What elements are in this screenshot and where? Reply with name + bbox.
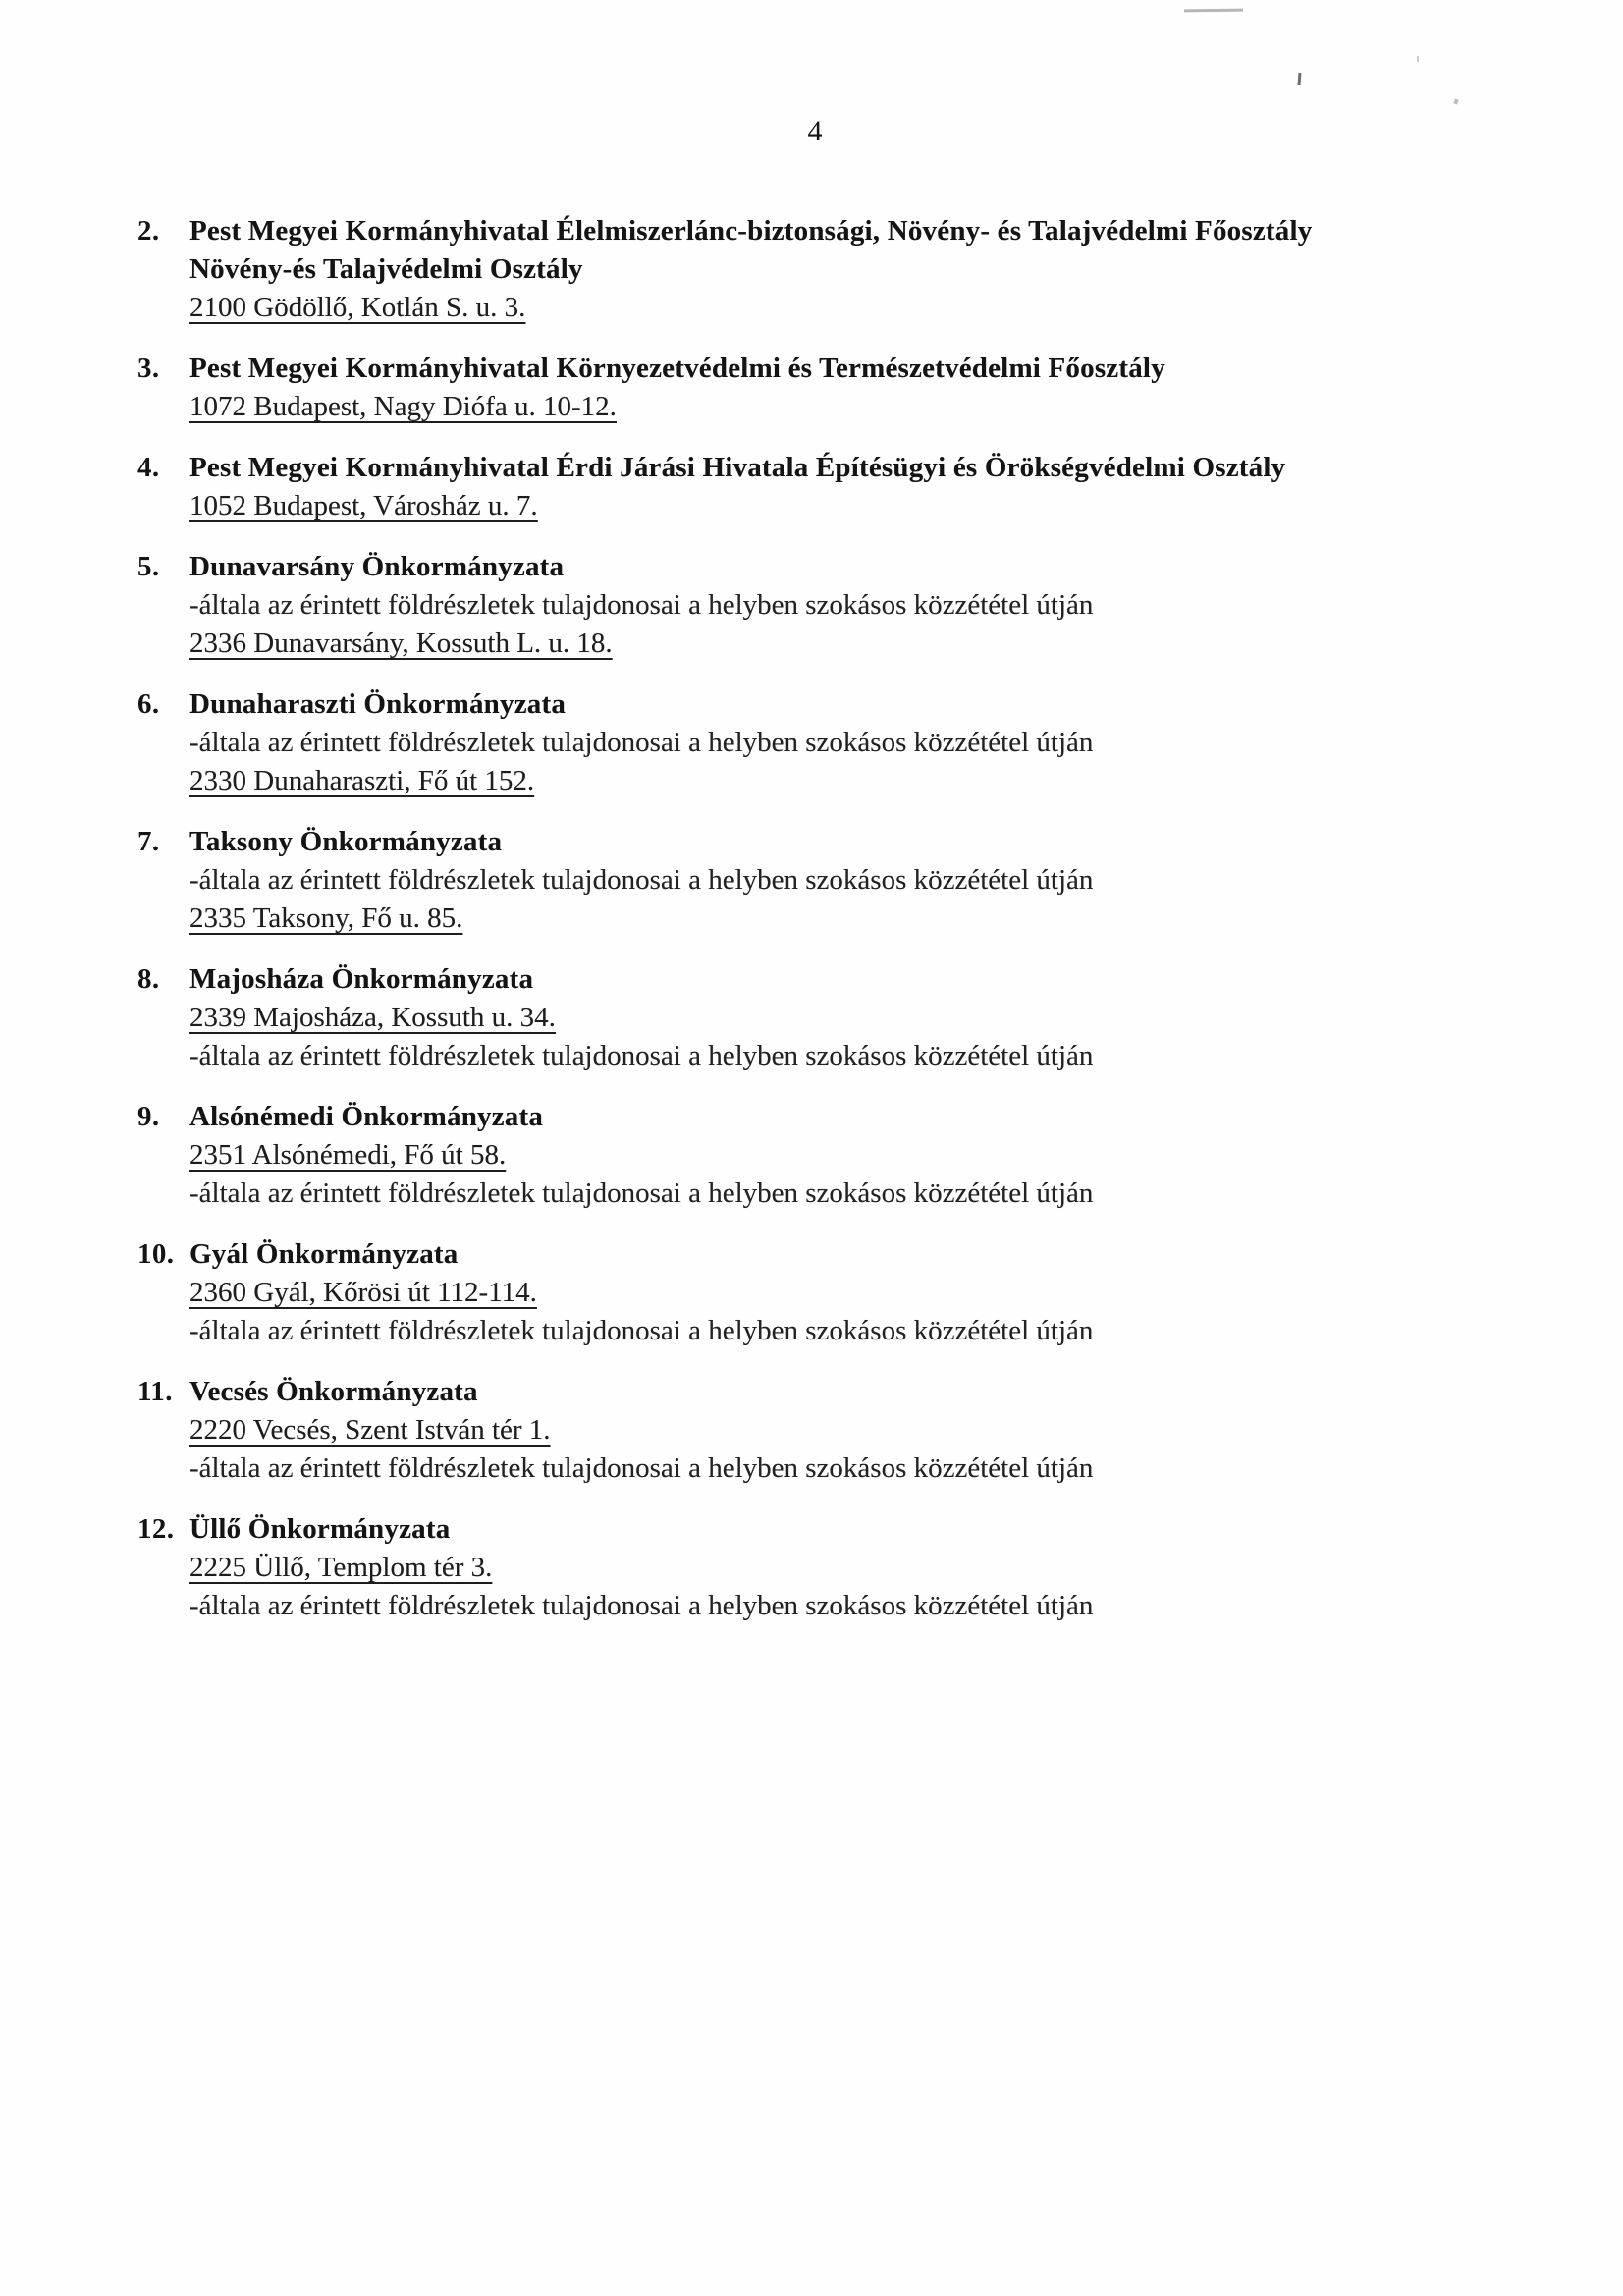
item-lines xyxy=(189,212,1312,327)
org-title: Taksony Önkormányzata xyxy=(189,826,503,857)
org-address: 2351 Alsónémedi, Fő út 58. xyxy=(189,1139,507,1171)
item-lines xyxy=(189,1510,1093,1625)
list-item xyxy=(137,1098,1581,1213)
list-item xyxy=(137,1235,1581,1350)
item-number: 11. xyxy=(137,1376,173,1407)
org-title: Dunavarsány Önkormányzata xyxy=(189,551,565,582)
publication-note: -általa az érintett földrészletek tulajdonosai a helyben szokásos közzététel útján xyxy=(189,864,1094,896)
org-address: 2336 Dunavarsány, Kossuth L. u. 18. xyxy=(189,628,613,659)
org-address: 1072 Budapest, Nagy Diófa u. 10-12. xyxy=(189,391,617,422)
page-number: 4 xyxy=(807,115,823,147)
publication-note: -általa az érintett földrészletek tulajdonosai a helyben szokásos közzététel útján xyxy=(189,1177,1094,1209)
org-title: Dunaharaszti Önkormányzata xyxy=(189,688,567,720)
numbered-list xyxy=(137,212,1581,1648)
list-item xyxy=(137,1373,1581,1488)
item-number: 12. xyxy=(137,1513,175,1545)
item-number: 5. xyxy=(137,551,160,582)
org-address: 2225 Üllő, Templom tér 3. xyxy=(189,1552,493,1583)
scan-artifact xyxy=(1453,98,1458,104)
list-item xyxy=(137,685,1581,800)
org-title: Majosháza Önkormányzata xyxy=(189,963,534,995)
org-address: 2360 Gyál, Kőrösi út 112-114. xyxy=(189,1277,537,1308)
item-number: 2. xyxy=(137,215,160,246)
item-lines xyxy=(189,685,1093,800)
publication-note: -általa az érintett földrészletek tulajdonosai a helyben szokásos közzététel útján xyxy=(189,1590,1094,1621)
org-address: 2330 Dunaharaszti, Fő út 152. xyxy=(189,765,535,796)
org-address: 2335 Taksony, Fő u. 85. xyxy=(189,902,463,934)
org-title: Pest Megyei Kormányhivatal Környezetvédelmi és Természetvédelmi Főosztály xyxy=(189,353,1165,384)
item-number: 4. xyxy=(137,452,160,483)
org-title: Pest Megyei Kormányhivatal Élelmiszerlánc-biztonsági, Növény- és Talajvédelmi Főosztály xyxy=(189,215,1313,246)
item-number: 10. xyxy=(137,1238,175,1270)
item-number: 8. xyxy=(137,963,160,995)
item-lines xyxy=(189,1235,1093,1350)
org-address: 2339 Majosháza, Kossuth u. 34. xyxy=(189,1002,556,1033)
org-address: 1052 Budapest, Városház u. 7. xyxy=(189,490,538,521)
item-lines xyxy=(189,449,1285,525)
publication-note: -általa az érintett földrészletek tulajdonosai a helyben szokásos közzététel útján xyxy=(189,727,1094,758)
org-address: 2220 Vecsés, Szent István tér 1. xyxy=(189,1414,551,1446)
list-item xyxy=(137,449,1581,525)
list-item xyxy=(137,1510,1581,1625)
item-lines xyxy=(189,1373,1093,1488)
item-number: 3. xyxy=(137,353,160,384)
publication-note: -általa az érintett földrészletek tulajdonosai a helyben szokásos közzététel útján xyxy=(189,1452,1094,1484)
item-number: 9. xyxy=(137,1101,160,1132)
list-item xyxy=(137,823,1581,938)
list-item xyxy=(137,548,1581,663)
publication-note: -általa az érintett földrészletek tulajdonosai a helyben szokásos közzététel útján xyxy=(189,1040,1094,1071)
org-title: Alsónémedi Önkormányzata xyxy=(189,1101,544,1132)
item-lines xyxy=(189,1098,1093,1213)
org-title: Gyál Önkormányzata xyxy=(189,1238,459,1270)
item-lines xyxy=(189,350,1165,426)
item-lines xyxy=(189,823,1093,938)
list-item xyxy=(137,350,1581,426)
scan-artifact xyxy=(1298,73,1302,85)
org-subtitle: Növény-és Talajvédelmi Osztály xyxy=(189,253,583,285)
publication-note: -általa az érintett földrészletek tulajdonosai a helyben szokásos közzététel útján xyxy=(189,589,1094,621)
item-lines xyxy=(189,548,1093,663)
org-title: Vecsés Önkormányzata xyxy=(189,1376,478,1407)
list-item xyxy=(137,960,1581,1075)
org-address: 2100 Gödöllő, Kotlán S. u. 3. xyxy=(189,292,526,323)
scan-artifact xyxy=(1417,56,1419,62)
item-lines xyxy=(189,960,1093,1075)
scan-artifact xyxy=(1184,9,1243,13)
org-title: Üllő Önkormányzata xyxy=(189,1513,451,1545)
list-item xyxy=(137,212,1581,327)
publication-note: -általa az érintett földrészletek tulajdonosai a helyben szokásos közzététel útján xyxy=(189,1315,1094,1346)
item-number: 6. xyxy=(137,688,160,720)
item-number: 7. xyxy=(137,826,160,857)
org-title: Pest Megyei Kormányhivatal Érdi Járási Hivatala Építésügyi és Örökségvédelmi Osztály xyxy=(189,452,1286,483)
